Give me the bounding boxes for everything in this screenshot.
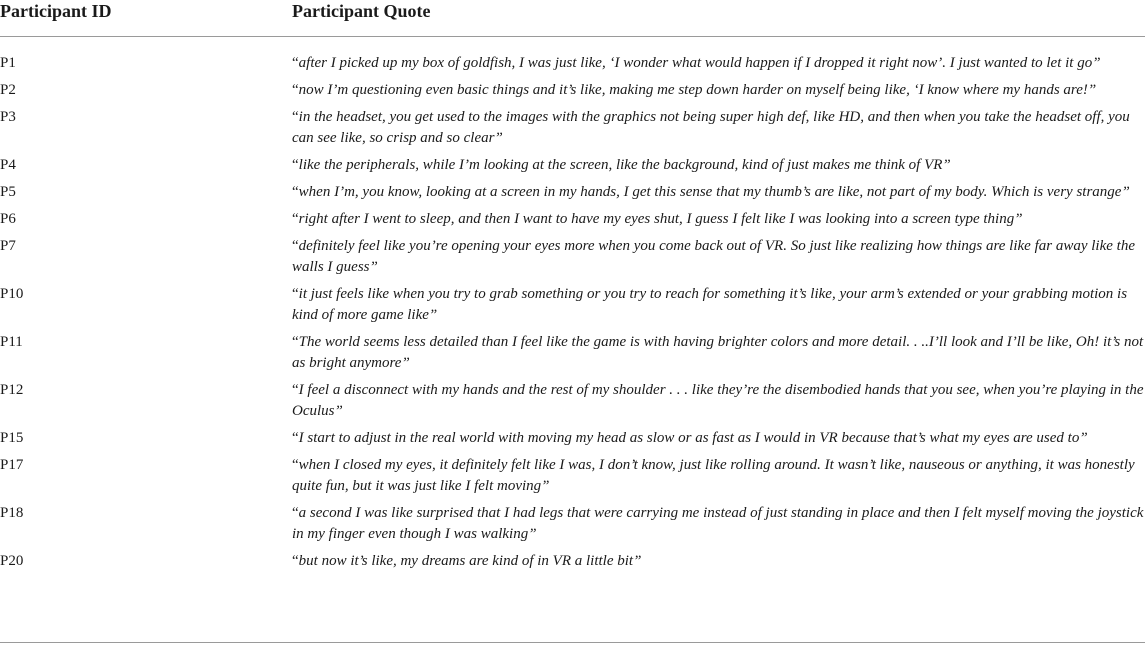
participant-quote	[292, 155, 1145, 176]
quote-text: I feel a disconnect with my hands and the rest of my shoulder . . . like they’re the disembodied hands that you see, when you’re playing in the Oculus”	[292, 382, 1144, 419]
table-body	[0, 53, 1145, 578]
table-row	[0, 332, 1145, 374]
participant-id: P2	[0, 82, 16, 98]
quote-text: The world seems less detailed than I feel like the game is with having brighter colors and more detail. . ..I’ll look and I’ll be like, Oh! it’s not as bright anymore”	[292, 334, 1144, 371]
participant-id: P7	[0, 238, 16, 254]
open-quote-mark: “	[292, 82, 299, 98]
open-quote-mark: “	[292, 286, 299, 302]
participant-quote	[292, 380, 1145, 422]
open-quote-mark: “	[292, 55, 299, 71]
participant-id: P5	[0, 184, 16, 200]
participant-quote	[292, 236, 1145, 278]
table-row	[0, 80, 1145, 101]
participant-quote	[292, 455, 1145, 497]
table-row	[0, 503, 1145, 545]
participant-id: P1	[0, 55, 16, 71]
quote-text: like the peripherals, while I’m looking at the screen, like the background, kind of just makes me think of VR”	[298, 157, 951, 173]
quote-text: right after I went to sleep, and then I want to have my eyes shut, I guess I felt like I was looking into a screen type thing”	[298, 211, 1023, 227]
table-row	[0, 284, 1145, 326]
quote-text: after I picked up my box of goldfish, I was just like, ‘I wonder what would happen if I dropped it right now’. I just wanted to let it go”	[298, 55, 1101, 71]
quote-text: a second I was like surprised that I had legs that were carrying me instead of just standing in place and then I felt myself moving the joystick in my finger even though I was walking”	[292, 505, 1144, 542]
quote-text: it just feels like when you try to grab something or you try to reach for something it’s like, your arm’s extended or your grabbing motion is kind of more game like”	[292, 286, 1128, 323]
quote-text: when I’m, you know, looking at a screen in my hands, I get this sense that my thumb’s are like, not part of my body. Which is very strange”	[298, 184, 1130, 200]
open-quote-mark: “	[292, 334, 299, 350]
participant-quote	[292, 182, 1145, 203]
open-quote-mark: “	[292, 457, 299, 473]
open-quote-mark: “	[292, 211, 299, 227]
table-row	[0, 209, 1145, 230]
table-row	[0, 455, 1145, 497]
open-quote-mark: “	[292, 109, 299, 125]
participant-id: P11	[0, 334, 23, 350]
quote-text: when I closed my eyes, it definitely felt like I was, I don’t know, just like rolling around. It wasn’t like, nauseous or anything, it was honestly quite fun, but it was just like I felt moving”	[292, 457, 1135, 494]
table-row	[0, 236, 1145, 278]
header-participant-quote: Participant Quote	[292, 1, 431, 21]
header-rule	[0, 36, 1145, 37]
participant-id: P3	[0, 109, 16, 125]
quote-text: but now it’s like, my dreams are kind of in VR a little bit”	[298, 553, 642, 569]
participant-id: P17	[0, 457, 24, 473]
participant-id: P4	[0, 157, 16, 173]
participant-id: P18	[0, 505, 24, 521]
table-row	[0, 107, 1145, 149]
participant-quote	[292, 332, 1145, 374]
participant-quote	[292, 503, 1145, 545]
table-row	[0, 53, 1145, 74]
quote-text: in the headset, you get used to the images with the graphics not being super high def, like HD, and then when you take the headset off, you can see like, so crisp and so clear”	[292, 109, 1130, 146]
open-quote-mark: “	[292, 430, 299, 446]
open-quote-mark: “	[292, 238, 299, 254]
participant-id: P20	[0, 553, 24, 569]
participant-id: P10	[0, 286, 24, 302]
participant-quote	[292, 551, 1145, 572]
table-row	[0, 551, 1145, 572]
participant-quote	[292, 107, 1145, 149]
open-quote-mark: “	[292, 553, 299, 569]
participant-quote	[292, 53, 1145, 74]
table-row	[0, 155, 1145, 176]
participant-id: P6	[0, 211, 16, 227]
participant-id: P12	[0, 382, 24, 398]
bottom-rule	[0, 642, 1145, 643]
open-quote-mark: “	[292, 382, 299, 398]
participant-quote	[292, 80, 1145, 101]
quote-text: definitely feel like you’re opening your eyes more when you come back out of VR. So just like realizing how things are like far away like the walls I guess”	[292, 238, 1135, 275]
quote-text: now I’m questioning even basic things and it’s like, making me step down harder on myself being like, ‘I know where my hands are!”	[298, 82, 1097, 98]
participant-quote	[292, 284, 1145, 326]
participant-quote	[292, 428, 1145, 449]
participant-quote	[292, 209, 1145, 230]
table-row	[0, 428, 1145, 449]
table-row	[0, 380, 1145, 422]
quote-text: I start to adjust in the real world with moving my head as slow or as fast as I would in VR because that’s what my eyes are used to”	[298, 430, 1088, 446]
open-quote-mark: “	[292, 505, 299, 521]
open-quote-mark: “	[292, 157, 299, 173]
participant-id: P15	[0, 430, 24, 446]
header-participant-id: Participant ID	[0, 1, 112, 21]
table-row	[0, 182, 1145, 203]
open-quote-mark: “	[292, 184, 299, 200]
table-header	[0, 0, 1145, 36]
